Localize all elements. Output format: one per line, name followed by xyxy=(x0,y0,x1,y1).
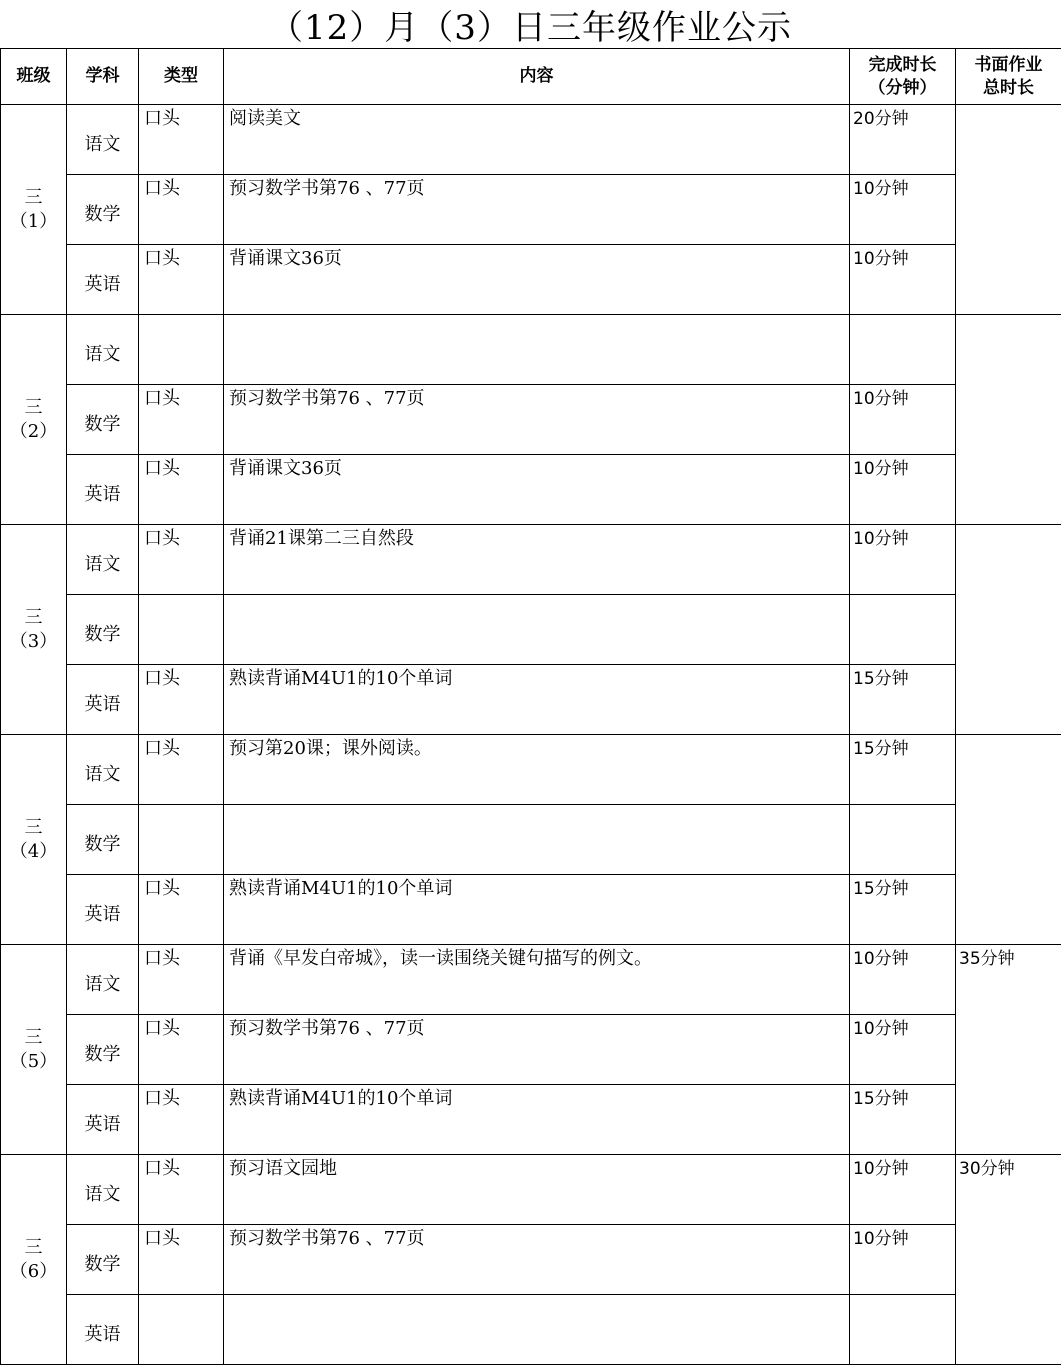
content-cell: 背诵21课第二三自然段 xyxy=(224,525,850,595)
duration-cell: 15分钟 xyxy=(850,1085,956,1155)
duration-cell: 10分钟 xyxy=(850,245,956,315)
type-cell: 口头 xyxy=(139,1015,224,1085)
duration-cell: 10分钟 xyxy=(850,175,956,245)
type-cell: 口头 xyxy=(139,175,224,245)
table-row xyxy=(1,1155,1061,1225)
subject-cell: 语文 xyxy=(67,945,139,1015)
table-row xyxy=(1,385,1061,455)
class-name-line2: （1） xyxy=(9,210,58,232)
page-title: （12）月（3）日三年级作业公示 xyxy=(269,7,792,48)
table-row xyxy=(1,1295,1061,1365)
total-cell xyxy=(956,525,1061,735)
table-row xyxy=(1,175,1061,245)
class-name-line1: 三 xyxy=(24,606,43,628)
type-cell: 口头 xyxy=(139,455,224,525)
table-row xyxy=(1,735,1061,805)
type-cell: 口头 xyxy=(139,245,224,315)
type-cell: 口头 xyxy=(139,525,224,595)
class-name-line2: （5） xyxy=(9,1050,58,1072)
total-cell xyxy=(956,735,1061,945)
header-total-line1: 书面作业 xyxy=(974,54,1043,75)
subject-cell: 语文 xyxy=(67,105,139,175)
content-cell: 熟读背诵M4U1的10个单词 xyxy=(224,875,850,945)
class-name-line2: （2） xyxy=(9,420,58,442)
header-total-line2: 总时长 xyxy=(983,77,1034,98)
duration-cell xyxy=(850,315,956,385)
type-cell: 口头 xyxy=(139,385,224,455)
header-duration-line2: （分钟） xyxy=(868,77,937,98)
subject-cell: 语文 xyxy=(67,315,139,385)
duration-cell: 10分钟 xyxy=(850,385,956,455)
class-name-line2: （4） xyxy=(9,840,58,862)
subject-cell: 数学 xyxy=(67,175,139,245)
content-cell: 熟读背诵M4U1的10个单词 xyxy=(224,665,850,735)
duration-cell: 10分钟 xyxy=(850,945,956,1015)
table-row xyxy=(1,1085,1061,1155)
table-row xyxy=(1,315,1061,385)
content-cell: 预习数学书第76 、77页 xyxy=(224,1015,850,1085)
content-cell: 熟读背诵M4U1的10个单词 xyxy=(224,1085,850,1155)
subject-cell: 英语 xyxy=(67,455,139,525)
header-row xyxy=(1,49,1061,105)
class-name-line1: 三 xyxy=(24,816,43,838)
content-cell: 预习数学书第76 、77页 xyxy=(224,175,850,245)
header-class: 班级 xyxy=(1,49,67,105)
table-row xyxy=(1,105,1061,175)
type-cell: 口头 xyxy=(139,1225,224,1295)
type-cell: 口头 xyxy=(139,105,224,175)
duration-cell: 10分钟 xyxy=(850,1225,956,1295)
duration-cell: 15分钟 xyxy=(850,875,956,945)
table-row xyxy=(1,525,1061,595)
type-cell: 口头 xyxy=(139,1085,224,1155)
table-row xyxy=(1,945,1061,1015)
class-name-line1: 三 xyxy=(24,396,43,418)
content-cell xyxy=(224,1295,850,1365)
subject-cell: 英语 xyxy=(67,1085,139,1155)
content-cell: 预习第20课；课外阅读。 xyxy=(224,735,850,805)
table-row xyxy=(1,805,1061,875)
subject-cell: 数学 xyxy=(67,1225,139,1295)
total-cell: 35分钟 xyxy=(956,945,1061,1155)
table-row xyxy=(1,875,1061,945)
table-row xyxy=(1,245,1061,315)
type-cell: 口头 xyxy=(139,945,224,1015)
subject-cell: 英语 xyxy=(67,1295,139,1365)
subject-cell: 英语 xyxy=(67,245,139,315)
table-row xyxy=(1,1225,1061,1295)
duration-cell: 10分钟 xyxy=(850,1155,956,1225)
type-cell xyxy=(139,595,224,665)
total-cell: 30分钟 xyxy=(956,1155,1061,1365)
total-cell xyxy=(956,315,1061,525)
class-name-line2: （6） xyxy=(9,1260,58,1282)
type-cell xyxy=(139,315,224,385)
duration-cell: 20分钟 xyxy=(850,105,956,175)
subject-cell: 数学 xyxy=(67,1015,139,1085)
subject-cell: 数学 xyxy=(67,805,139,875)
content-cell: 预习语文园地 xyxy=(224,1155,850,1225)
duration-cell xyxy=(850,805,956,875)
header-subject: 学科 xyxy=(67,49,139,105)
homework-table xyxy=(0,48,1061,1365)
duration-cell xyxy=(850,595,956,665)
content-cell: 背诵课文36页 xyxy=(224,455,850,525)
class-cell xyxy=(1,1155,67,1365)
class-name-line1: 三 xyxy=(24,1026,43,1048)
table-row xyxy=(1,595,1061,665)
subject-cell: 语文 xyxy=(67,525,139,595)
table-row xyxy=(1,665,1061,735)
table-body xyxy=(1,105,1061,1365)
duration-cell xyxy=(850,1295,956,1365)
type-cell xyxy=(139,1295,224,1365)
content-cell xyxy=(224,595,850,665)
header-total xyxy=(956,49,1061,105)
class-cell xyxy=(1,945,67,1155)
class-name-line2: （3） xyxy=(9,630,58,652)
type-cell: 口头 xyxy=(139,875,224,945)
content-cell xyxy=(224,315,850,385)
subject-cell: 英语 xyxy=(67,665,139,735)
duration-cell: 15分钟 xyxy=(850,665,956,735)
header-duration-line1: 完成时长 xyxy=(868,54,937,75)
class-name-line1: 三 xyxy=(24,1236,43,1258)
total-cell xyxy=(956,105,1061,315)
header-type: 类型 xyxy=(139,49,224,105)
subject-cell: 数学 xyxy=(67,385,139,455)
content-cell: 背诵课文36页 xyxy=(224,245,850,315)
type-cell xyxy=(139,805,224,875)
class-cell xyxy=(1,735,67,945)
content-cell: 阅读美文 xyxy=(224,105,850,175)
subject-cell: 语文 xyxy=(67,735,139,805)
type-cell: 口头 xyxy=(139,1155,224,1225)
duration-cell: 10分钟 xyxy=(850,525,956,595)
type-cell: 口头 xyxy=(139,735,224,805)
content-cell: 预习数学书第76 、77页 xyxy=(224,1225,850,1295)
class-cell xyxy=(1,105,67,315)
subject-cell: 数学 xyxy=(67,595,139,665)
class-name-line1: 三 xyxy=(24,186,43,208)
table-row xyxy=(1,455,1061,525)
header-content: 内容 xyxy=(224,49,850,105)
class-cell xyxy=(1,315,67,525)
duration-cell: 15分钟 xyxy=(850,735,956,805)
content-cell: 预习数学书第76 、77页 xyxy=(224,385,850,455)
header-duration xyxy=(850,49,956,105)
duration-cell: 10分钟 xyxy=(850,455,956,525)
type-cell: 口头 xyxy=(139,665,224,735)
class-cell xyxy=(1,525,67,735)
content-cell xyxy=(224,805,850,875)
table-row xyxy=(1,1015,1061,1085)
subject-cell: 语文 xyxy=(67,1155,139,1225)
content-cell: 背诵《早发白帝城》，读一读围绕关键句描写的例文。 xyxy=(224,945,850,1015)
duration-cell: 10分钟 xyxy=(850,1015,956,1085)
subject-cell: 英语 xyxy=(67,875,139,945)
